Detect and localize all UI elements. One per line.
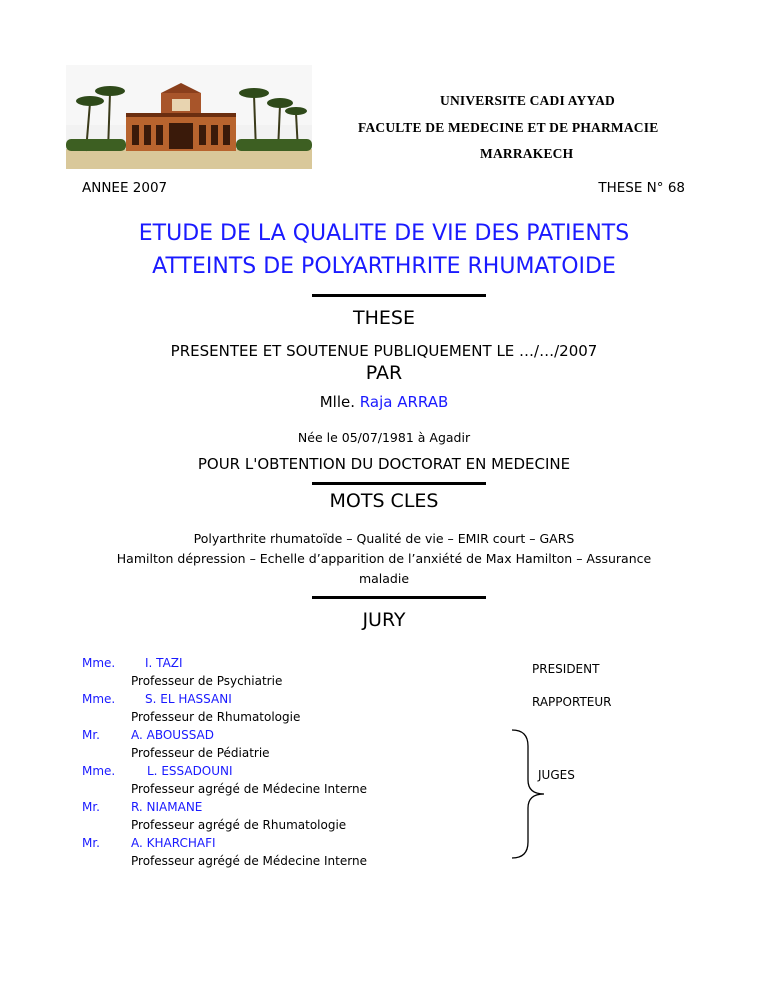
jury-title: Mme. [82,692,116,706]
jury-title: Mr. [82,836,100,850]
role-rapporteur: RAPPORTEUR [532,695,612,709]
jury-name: R. NIAMANE [131,800,203,814]
jury-name: S. EL HASSANI [145,692,232,706]
keywords-line1: Polyarthrite rhumatoïde – Qualité de vie – EMIR court – GARS [193,531,575,546]
divider [312,294,486,297]
thesis-title-line1: ETUDE DE LA QUALITE DE VIE DES PATIENTS [138,221,630,246]
jury-position: Professeur de Rhumatologie [131,710,301,724]
jury-position: Professeur agrégé de Médecine Interne [131,782,367,796]
doctorate-purpose: POUR L'OBTENTION DU DOCTORAT EN MEDECINE [197,455,571,473]
jury-position: Professeur agrégé de Rhumatologie [131,818,347,832]
par-label: PAR [365,362,403,384]
jury-name: I. TAZI [145,656,183,670]
these-heading: THESE [353,307,415,329]
birth-info: Née le 05/07/1981 à Agadir [297,430,471,445]
thesis-year: ANNEE 2007 [82,180,168,196]
jury-title: Mr. [82,728,100,742]
jury-name: A. ABOUSSAD [131,728,214,742]
jury-position: Professeur de Psychiatrie [131,674,283,688]
candidate-prefix: Mlle. [319,393,356,411]
thesis-title-line2: ATTEINTS DE POLYARTHRITE RHUMATOIDE [152,254,616,279]
keywords-line3: maladie [358,571,410,586]
candidate-name: Raja ARRAB [359,393,449,411]
jury-name: A. KHARCHAFI [131,836,216,850]
jury-position: Professeur de Pédiatrie [131,746,270,760]
thesis-number: THESE N° 68 [598,180,685,196]
candidate [0,393,768,411]
jury-name: L. ESSADOUNI [147,764,233,778]
jury-title: Mr. [82,800,100,814]
jury-title: Mme. [82,764,116,778]
university-name: UNIVERSITE CADI AYYAD [440,93,615,108]
faculty-building-logo [66,65,312,169]
jury-title: Mme. [82,656,116,670]
divider [312,482,486,485]
jury-heading: JURY [362,609,406,631]
faculty-name: FACULTE DE MEDECINE ET DE PHARMACIE [358,120,659,135]
jury-position: Professeur agrégé de Médecine Interne [131,854,367,868]
divider [312,596,486,599]
presentation-line: PRESENTEE ET SOUTENUE PUBLIQUEMENT LE …/…/2007 [170,342,598,360]
keywords-heading: MOTS CLES [329,490,439,512]
city-name: MARRAKECH [480,146,574,161]
role-juges: JUGES [538,768,575,782]
role-president: PRESIDENT [532,662,600,676]
brace-icon [510,728,550,860]
keywords-line2: Hamilton dépression – Echelle d’apparition de l’anxiété de Max Hamilton – Assurance [116,551,652,566]
